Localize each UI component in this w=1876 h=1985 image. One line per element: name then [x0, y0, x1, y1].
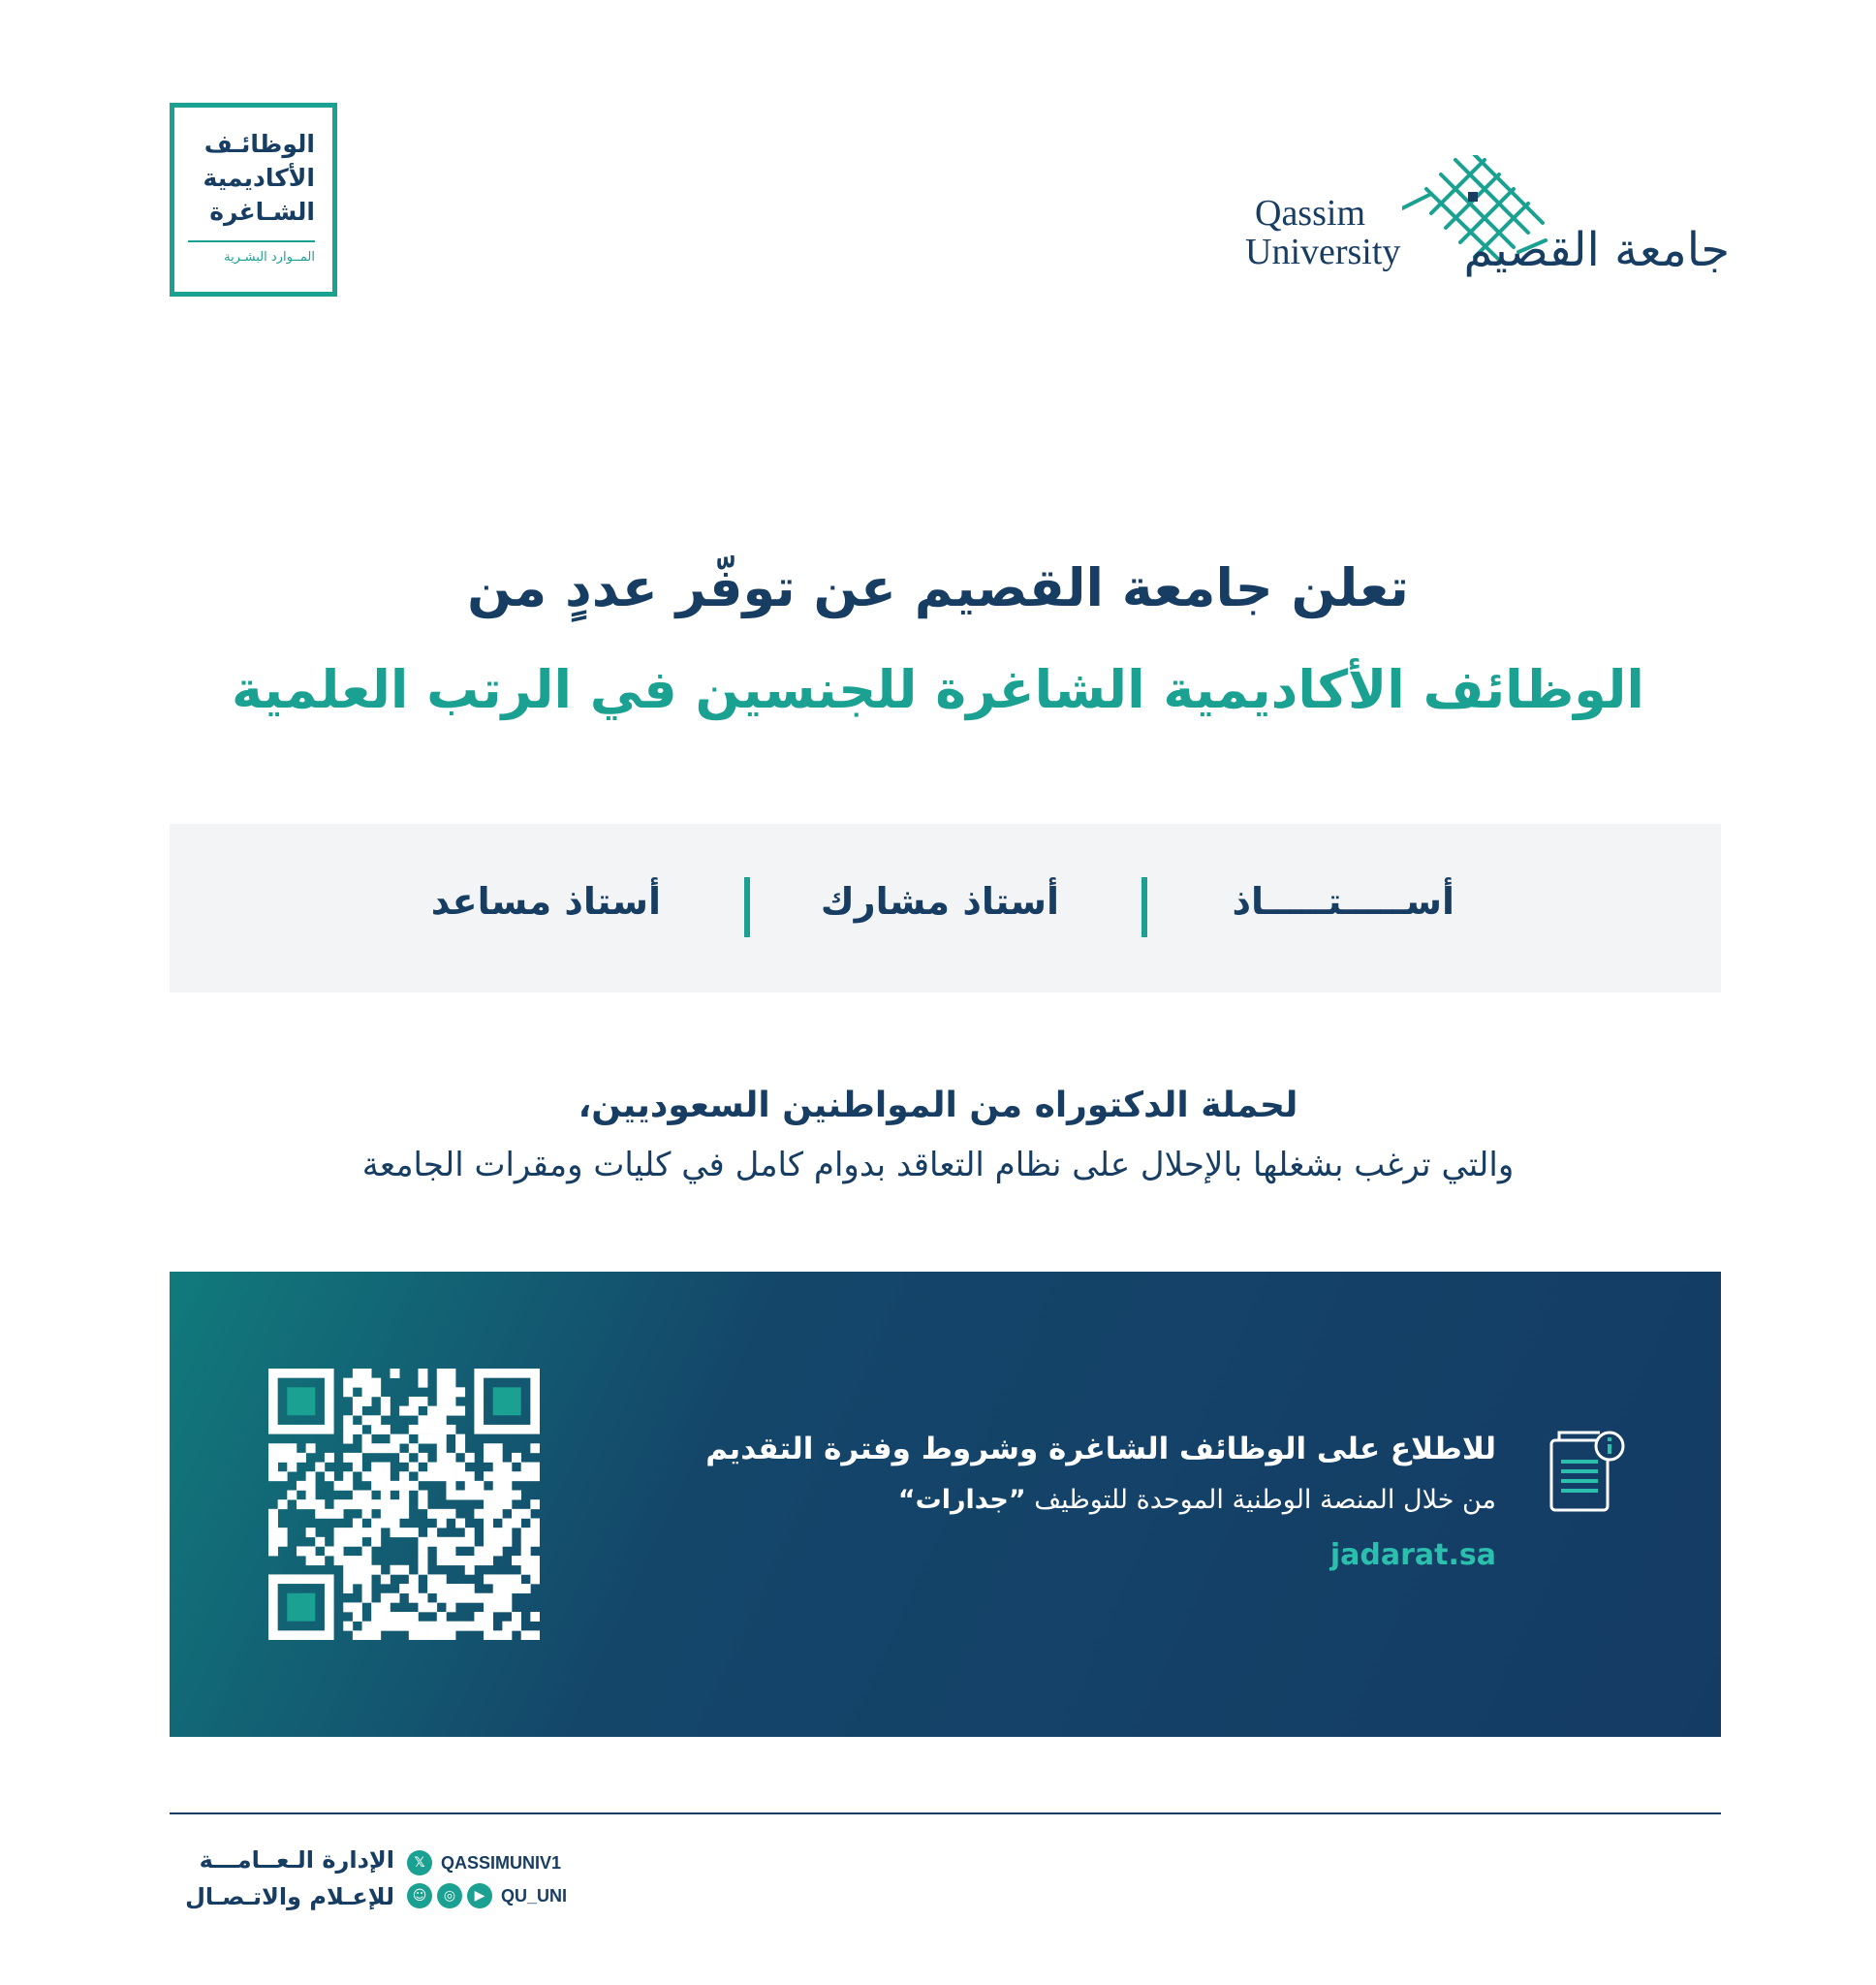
university-name-arabic: جامعة القصيم	[1463, 223, 1730, 277]
rank-assistant-professor: أستاذ مساعد	[430, 880, 661, 923]
badge-subtitle: المــوارد البشـرية	[224, 250, 315, 265]
document-info-icon	[1546, 1427, 1629, 1516]
youtube-icon[interactable]: ▶	[467, 1883, 492, 1908]
snapchat-icon[interactable]: ☺	[407, 1883, 432, 1908]
university-name-line-2: University	[1245, 232, 1401, 272]
rank-divider	[1141, 877, 1147, 937]
badge-line-2: الأكاديمية	[203, 164, 315, 192]
rank-associate-professor: أستاذ مشارك	[820, 880, 1059, 923]
x-handle[interactable]: QASSIMUNIV1	[441, 1852, 562, 1873]
rank-professor: أســـــتـــــاذ	[1232, 880, 1454, 923]
eligibility-heading: لحملة الدكتوراه من المواطنين السعوديين،	[578, 1086, 1298, 1125]
university-name-line-1: Qassim	[1255, 193, 1365, 234]
badge-line-1: الوظائـف	[203, 130, 315, 158]
jadarat-link[interactable]: jadarat.sa	[1329, 1538, 1496, 1572]
dept-line-1: الإدارة الـعــامـــة	[199, 1846, 394, 1874]
announcement-headline: تعلن جامعة القصيم عن توفّر عددٍ من	[467, 557, 1409, 618]
rank-divider	[744, 877, 750, 937]
apply-subtitle	[898, 1485, 1496, 1515]
announcement-subheadline: الوظائف الأكاديمية الشاغرة للجنسين في الرتب العلمية	[232, 659, 1644, 720]
qu-uni-handle[interactable]: QU_UNI	[501, 1885, 568, 1906]
application-panel	[170, 1272, 1721, 1737]
footer-divider	[170, 1812, 1721, 1814]
academic-jobs-badge	[170, 103, 337, 297]
eligibility-details: والتي ترغب بشغلها بالإحلال على نظام التعاقد بدوام كامل في كليات ومقرات الجامعة	[361, 1146, 1515, 1184]
qr-code[interactable]	[268, 1369, 540, 1640]
badge-line-3: الشـاغرة	[209, 198, 315, 226]
x-icon[interactable]: 𝕏	[407, 1850, 432, 1875]
university-name-latin	[1245, 194, 1400, 271]
qassim-university-logo	[1245, 155, 1730, 305]
academic-ranks-box	[170, 824, 1721, 992]
social-row-other	[407, 1879, 567, 1912]
media-department-name	[170, 1842, 394, 1915]
platform-name: ”جدارات“	[897, 1485, 1026, 1515]
apply-subtitle-text: من خلال المنصة الوطنية الموحدة للتوظيف	[1034, 1485, 1496, 1515]
badge-separator	[188, 240, 315, 242]
social-row-x	[407, 1846, 567, 1879]
social-handles	[407, 1846, 567, 1912]
dept-line-2: للإعـلام والاتـصـال	[185, 1883, 394, 1910]
apply-title: للاطلاع على الوظائف الشاغرة وشروط وفترة التقديم	[705, 1432, 1496, 1466]
instagram-icon[interactable]: ◎	[437, 1883, 462, 1908]
